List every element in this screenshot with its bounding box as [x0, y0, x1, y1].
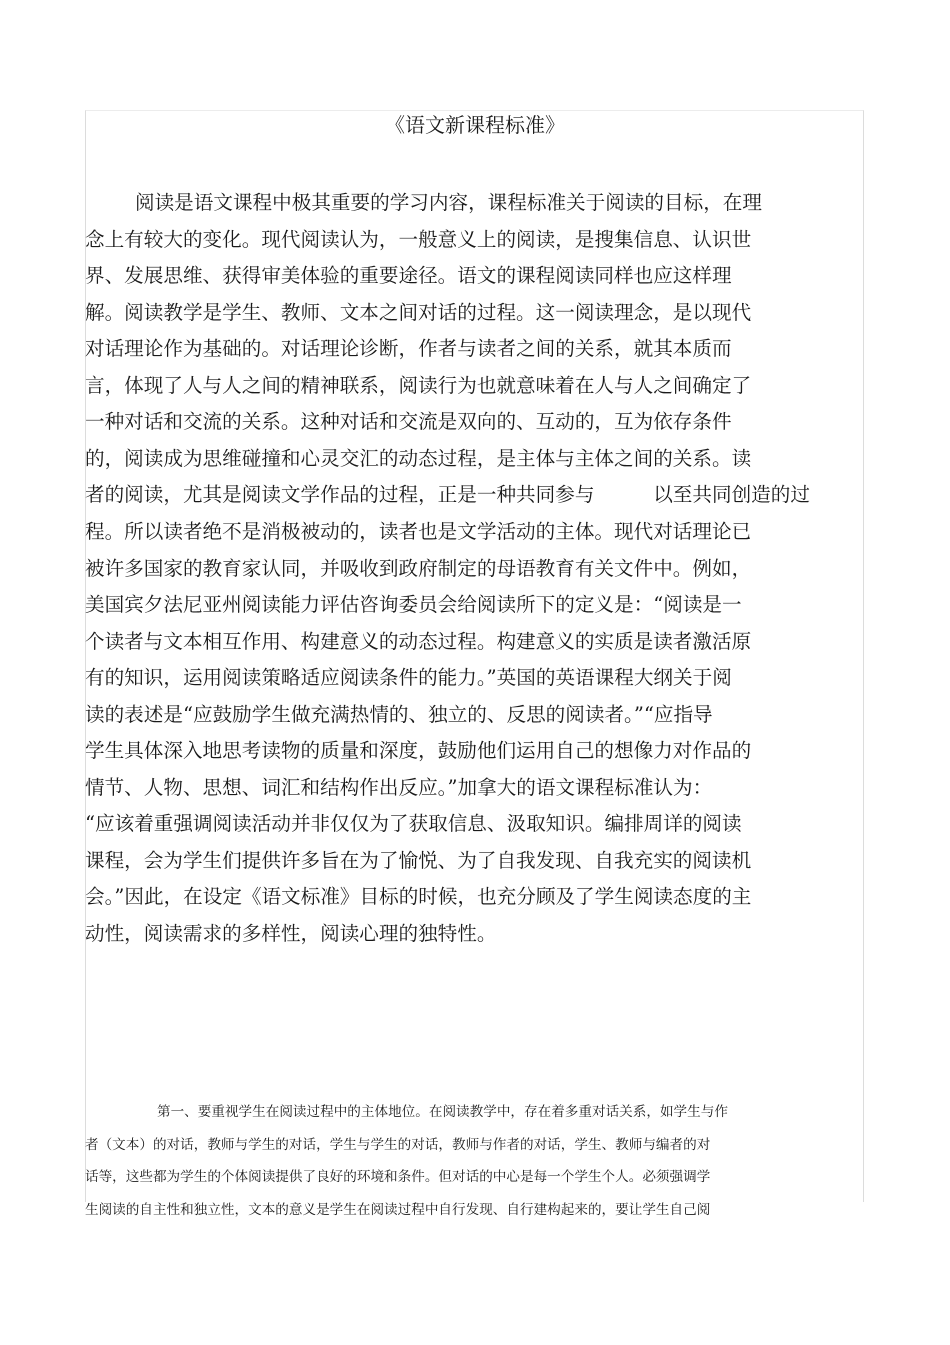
document-title: 《语文新课程标准》 — [385, 113, 565, 137]
paragraph-line: 情节、人物、思想、词汇和结构作出反应。”加拿大的语文课程标准认为： — [85, 775, 713, 799]
paragraph-line: 对话理论作为基础的。对话理论诊断，作者与读者之间的关系，就其本质而 — [85, 337, 732, 361]
paragraph-line: 会。”因此，在设定《语文标准》目标的时候，也充分顾及了学生阅读态度的主 — [85, 885, 752, 909]
paragraph-line: 个读者与文本相互作用、构建意义的动态过程。构建意义的实质是读者激活原 — [85, 629, 752, 653]
paragraph-line: 学生具体深入地思考读物的质量和深度，鼓励他们运用自己的想像力对作品的 — [85, 739, 752, 763]
paragraph-line: 念上有较大的变化。现代阅读认为，一般意义上的阅读，是搜集信息、认识世 — [85, 227, 752, 251]
paragraph-line: 一种对话和交流的关系。这种对话和交流是双向的、互动的，互为依存条件 — [85, 410, 732, 434]
small-paragraph-line: 第一、要重视学生在阅读过程中的主体地位。在阅读教学中，存在着多重对话关系，如学生与作 — [157, 1104, 728, 1120]
paragraph-line: 程。所以读者绝不是消极被动的，读者也是文学活动的主体。现代对话理论已 — [85, 519, 752, 543]
small-paragraph-line: 话等，这些都为学生的个体阅读提供了良好的环境和条件。但对话的中心是每一个学生个人。必须强调学 — [85, 1169, 711, 1185]
paragraph-line: 美国宾夕法尼亚州阅读能力评估咨询委员会给阅读所下的定义是：“阅读是一 — [85, 593, 742, 617]
paragraph-line: “应该着重强调阅读活动并非仅仅为了获取信息、汲取知识。编排周详的阅读 — [85, 812, 742, 836]
paragraph-line: 解。阅读教学是学生、教师、文本之间对话的过程。这一阅读理念，是以现代 — [85, 300, 752, 324]
paragraph-line: 被许多国家的教育家认同，并吸收到政府制定的母语教育有关文件中。例如， — [85, 556, 752, 580]
paragraph-line: 者的阅读，尤其是阅读文学作品的过程，正是一种共同参与 以至共同创造的过 — [85, 483, 810, 507]
paragraph-line: 有的知识，运用阅读策略适应阅读条件的能力。”英国的英语课程大纲关于阅 — [85, 666, 732, 690]
paragraph-line: 课程，会为学生们提供许多旨在为了愉悦、为了自我发现、自我充实的阅读机 — [85, 848, 752, 872]
paragraph-line: 界、发展思维、获得审美体验的重要途径。语文的课程阅读同样也应这样理 — [85, 264, 732, 288]
paragraph-line: 的，阅读成为思维碰撞和心灵交汇的动态过程，是主体与主体之间的关系。读 — [85, 446, 752, 470]
paragraph-line: 言，体现了人与人之间的精神联系，阅读行为也就意味着在人与人之间确定了 — [85, 373, 752, 397]
paragraph-line: 动性，阅读需求的多样性，阅读心理的独特性。 — [85, 922, 497, 945]
paragraph-line: 读的表述是“应鼓励学生做充满热情的、独立的、反思的阅读者。”“应指导 — [85, 702, 713, 726]
paragraph-line: 阅读是语文课程中极其重要的学习内容，课程标准关于阅读的目标，在理 — [135, 191, 762, 214]
small-paragraph-line: 生阅读的自主性和独立性，文本的意义是学生在阅读过程中自行发现、自行建构起来的，要让学生自己阅 — [85, 1201, 711, 1218]
small-paragraph-line: 者（文本）的对话，教师与学生的对话，学生与学生的对话，教师与作者的对话，学生、教师与编者的对 — [85, 1136, 711, 1153]
